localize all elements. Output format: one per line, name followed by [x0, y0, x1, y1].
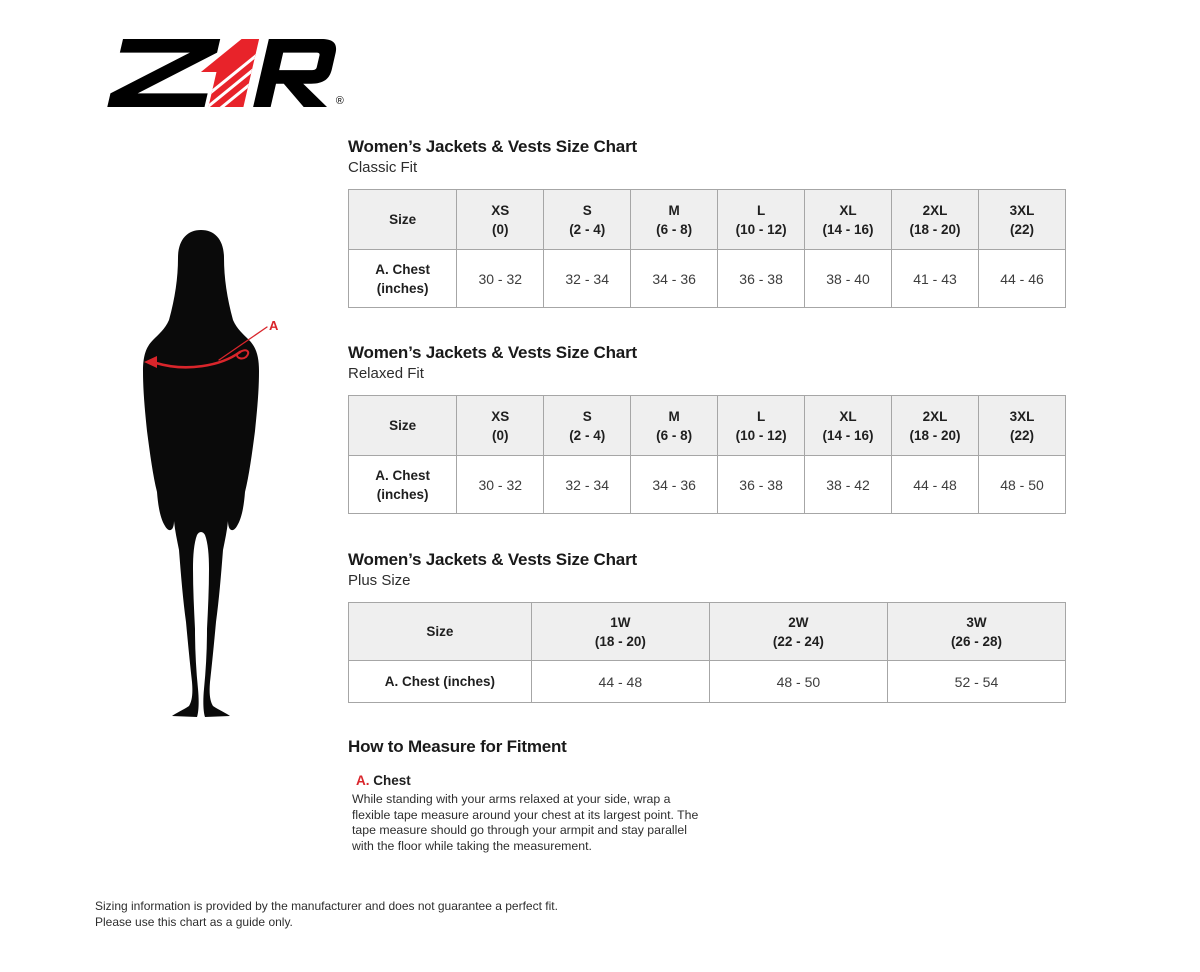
size-chart-title: Women’s Jackets & Vests Size Chart [348, 137, 637, 156]
logo-letter-r [253, 39, 343, 107]
section-relaxed-fit [348, 342, 1066, 514]
size-chart-table-classic [348, 189, 1066, 308]
footer-line-2: Please use this chart as a guide only. [95, 915, 293, 929]
size-value-cell: 38 - 42 [805, 456, 892, 514]
size-value-cell: 44 - 48 [531, 661, 709, 703]
size-column-header: XL (14 - 16) [805, 190, 892, 250]
female-silhouette-figure [126, 228, 286, 723]
how-to-measure-heading: How to Measure for Fitment [348, 737, 567, 756]
measure-item-title [356, 773, 748, 788]
size-value-cell: 34 - 36 [631, 456, 718, 514]
size-column-header: 2XL (18 - 20) [892, 190, 979, 250]
size-chart-subtitle: Classic Fit [348, 159, 418, 176]
size-column-header: L (10 - 12) [718, 190, 805, 250]
size-value-cell: 32 - 34 [544, 250, 631, 308]
size-corner-header: Size [349, 603, 532, 661]
size-value-cell: 44 - 46 [978, 250, 1065, 308]
size-corner-header: Size [349, 190, 457, 250]
size-chart-subtitle: Plus Size [348, 572, 411, 589]
measure-item-letter: A. [356, 773, 370, 788]
chest-point-label: A [269, 318, 279, 333]
size-chart-table-plus [348, 602, 1066, 703]
silhouette-graphic [126, 228, 286, 718]
size-value-cell: 41 - 43 [892, 250, 979, 308]
size-corner-header: Size [349, 396, 457, 456]
size-chart-subtitle: Relaxed Fit [348, 365, 424, 382]
registered-trademark: ® [335, 95, 344, 108]
measurement-row-label: A. Chest (inches) [349, 250, 457, 308]
size-value-cell: 36 - 38 [718, 250, 805, 308]
size-chart-title: Women’s Jackets & Vests Size Chart [348, 550, 637, 569]
size-column-header: XS (0) [457, 396, 544, 456]
z1r-logo-graphic [106, 38, 350, 108]
size-chart-title: Women’s Jackets & Vests Size Chart [348, 343, 637, 362]
footer-disclaimer [95, 898, 558, 930]
size-column-header: 3XL (22) [978, 190, 1065, 250]
measure-item-chest [352, 773, 748, 854]
size-value-cell: 52 - 54 [887, 661, 1065, 703]
size-value-cell: 44 - 48 [892, 456, 979, 514]
footer-line-1: Sizing information is provided by the manufacturer and does not guarantee a perfect fit. [95, 899, 558, 913]
size-value-cell: 32 - 34 [544, 456, 631, 514]
section-plus-size [348, 549, 1066, 703]
logo-letter-z [107, 39, 220, 107]
size-value-cell: 34 - 36 [631, 250, 718, 308]
size-column-header: 1W (18 - 20) [531, 603, 709, 661]
measure-item-name: Chest [373, 773, 411, 788]
z1r-logo [106, 38, 350, 113]
size-column-header: M (6 - 8) [631, 190, 718, 250]
size-chart-table-relaxed [348, 395, 1066, 514]
size-column-header: L (10 - 12) [718, 396, 805, 456]
size-value-cell: 36 - 38 [718, 456, 805, 514]
how-to-measure-section [348, 737, 748, 854]
size-column-header: S (2 - 4) [544, 396, 631, 456]
size-column-header: 3W (26 - 28) [887, 603, 1065, 661]
size-column-header: M (6 - 8) [631, 396, 718, 456]
size-value-cell: 30 - 32 [457, 456, 544, 514]
size-column-header: S (2 - 4) [544, 190, 631, 250]
measurement-row-label: A. Chest (inches) [349, 661, 532, 703]
size-value-cell: 38 - 40 [805, 250, 892, 308]
size-column-header: XL (14 - 16) [805, 396, 892, 456]
size-column-header: 2W (22 - 24) [709, 603, 887, 661]
measure-item-description: While standing with your arms relaxed at your side, wrap a flexible tape measure around your chest at its largest point. The tape measure should go through your armpit and stay parallel with the floor while taking the measurement. [352, 792, 699, 853]
measurement-row-label: A. Chest (inches) [349, 456, 457, 514]
size-value-cell: 30 - 32 [457, 250, 544, 308]
size-value-cell: 48 - 50 [978, 456, 1065, 514]
section-classic-fit [348, 136, 1066, 308]
size-value-cell: 48 - 50 [709, 661, 887, 703]
size-column-header: 3XL (22) [978, 396, 1065, 456]
female-silhouette [143, 230, 259, 717]
size-column-header: 2XL (18 - 20) [892, 396, 979, 456]
size-column-header: XS (0) [457, 190, 544, 250]
